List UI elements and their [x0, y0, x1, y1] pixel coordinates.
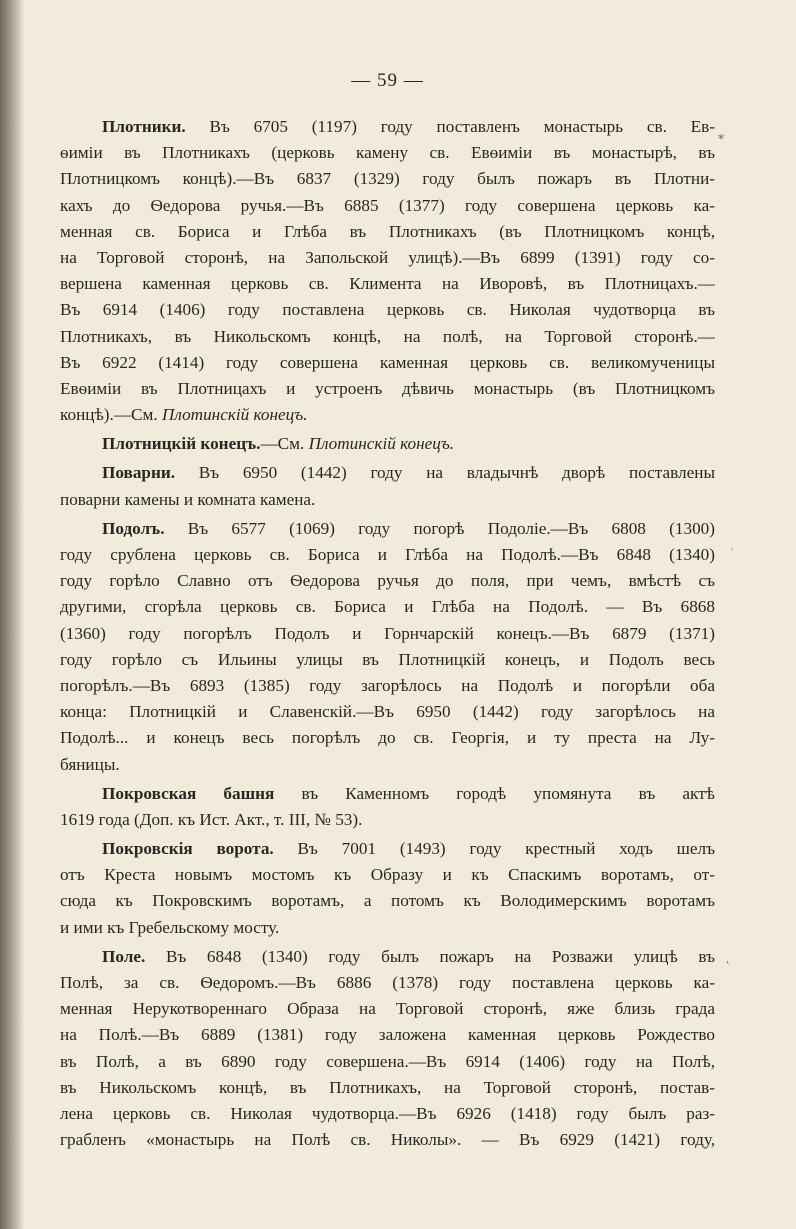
text-run: кахъ до Ѳедорова ручья.—Въ 6885 (1377) году совершена церковь ка-	[60, 195, 715, 215]
text-line	[60, 193, 715, 219]
text-run: на Полѣ.—Въ 6889 (1381) году заложена каменная церковь Рождество	[60, 1025, 715, 1045]
text-run: конца: Плотницкій и Славенскій.—Въ 6950 (1442) году загорѣлось на	[60, 702, 715, 722]
text-run: Въ 6950 (1442) году на владычнѣ дворѣ поставлены	[175, 463, 715, 483]
text-line	[60, 781, 715, 807]
text-line	[60, 699, 715, 725]
text-line	[60, 1022, 715, 1048]
text-run: погорѣлъ.—Въ 6893 (1385) году загорѣлось на Подолѣ и погорѣли оба	[60, 675, 715, 695]
text-line	[60, 487, 715, 513]
text-line	[60, 245, 715, 271]
text-run: менная св. Бориса и Глѣба въ Плотникахъ (въ Плотницкомъ концѣ,	[60, 221, 715, 241]
text-run: лена церковь св. Николая чудотворца.—Въ 6926 (1418) году былъ раз-	[60, 1103, 715, 1123]
text-run: вершена каменная церковь св. Климента на Иворовѣ, въ Плотницахъ.—	[60, 274, 715, 294]
text-line	[60, 594, 715, 620]
text-run: 1619 года (Доп. къ Ист. Акт., т. III, № 53).	[60, 809, 363, 829]
text-run: Въ 6705 (1197) году поставленъ монастырь св. Ев-	[185, 117, 715, 136]
headword: Поле.	[102, 946, 146, 966]
text-run: на Торговой сторонѣ, на Запольской улицѣ).—Въ 6899 (1391) году со-	[60, 247, 715, 267]
cross-reference: Плотинскій конецъ.	[161, 405, 308, 425]
text-line	[60, 460, 715, 486]
text-run: въ Каменномъ городѣ упомянута въ актѣ	[274, 783, 715, 803]
text-line	[60, 862, 715, 888]
text-run: (1360) году погорѣлъ Подолъ и Горнчарскій конецъ.—Въ 6879 (1371)	[60, 623, 715, 643]
text-run: Плотницкомъ концѣ).—Въ 6837 (1329) году былъ пожаръ въ Плотни-	[60, 169, 715, 189]
headword: Покровская башня	[102, 783, 275, 803]
headword: Плотники.	[102, 117, 186, 136]
text-line	[60, 915, 715, 941]
text-run: другими, сгорѣла церковь св. Бориса и Глѣба на Подолѣ. — Въ 6868	[60, 597, 715, 617]
book-spine-shadow	[0, 0, 24, 1229]
text-line	[60, 1075, 715, 1101]
text-run: Въ 6914 (1406) году поставлена церковь св. Николая чудотворца въ	[60, 300, 715, 320]
text-run: Плотникахъ, въ Никольскомъ концѣ, на полѣ, на Торговой сторонѣ.—	[60, 326, 715, 346]
text-line	[60, 752, 715, 778]
text-line	[60, 647, 715, 673]
cross-reference: Плотинскій конецъ.	[308, 434, 455, 454]
text-line	[60, 297, 715, 323]
text-line	[60, 271, 715, 297]
text-line	[60, 1101, 715, 1127]
text-line	[60, 1049, 715, 1075]
headword: Подолъ.	[102, 518, 165, 538]
text-line	[60, 944, 715, 970]
page-number: — 59 —	[351, 70, 424, 91]
book-page	[60, 0, 715, 1229]
headword: Плотницкій конецъ.	[102, 434, 261, 454]
text-line	[60, 542, 715, 568]
text-line	[60, 350, 715, 376]
text-run: году горѣло Славно отъ Ѳедорова ручья до поля, при чемъ, вмѣстѣ съ	[60, 571, 715, 591]
margin-mark: ˛	[726, 950, 730, 964]
text-run: Въ 6577 (1069) году погорѣ Подоліе.—Въ 6808 (1300)	[164, 518, 715, 538]
text-run: концѣ).—См.	[60, 405, 162, 425]
page-text	[60, 114, 715, 1156]
text-line	[60, 431, 715, 457]
text-line	[60, 516, 715, 542]
text-line	[60, 888, 715, 914]
headword: Поварни.	[102, 463, 176, 483]
text-line	[60, 402, 715, 428]
text-line	[60, 970, 715, 996]
text-run: менная Нерукотвореннаго Образа на Торговой сторонѣ, яже близь града	[60, 999, 715, 1019]
text-line	[60, 166, 715, 192]
text-line	[60, 324, 715, 350]
text-run: въ Никольскомъ концѣ, въ Плотникахъ, на Торговой сторонѣ, постав-	[60, 1077, 715, 1097]
entry-pokrovskaya-bashnya	[60, 781, 715, 833]
text-run: году срублена церковь св. Бориса и Глѣба на Подолѣ.—Въ 6848 (1340)	[60, 545, 715, 564]
margin-mark: ⁎	[718, 128, 724, 142]
text-line	[60, 673, 715, 699]
text-line	[60, 996, 715, 1022]
text-run: Полѣ, за св. Ѳедоромъ.—Въ 6886 (1378) году поставлена церковь ка-	[60, 973, 715, 992]
entry-podol	[60, 516, 715, 778]
text-run: и ими къ Гребельскому мосту.	[60, 917, 280, 937]
text-run: Въ 6848 (1340) году былъ пожаръ на Розважи улицѣ въ	[145, 946, 715, 966]
text-run: отъ Креста новымъ мостомъ къ Образу и къ Спаскимъ воротамъ, от-	[60, 865, 715, 885]
text-run: Евѳиміи въ Плотницахъ и устроенъ дѣвичь монастырь (въ Плотницкомъ	[60, 378, 715, 398]
entry-plotniki	[60, 114, 715, 428]
text-line	[60, 140, 715, 166]
text-run: Въ 7001 (1493) году крестный ходъ шелъ	[273, 839, 715, 859]
text-line	[60, 568, 715, 594]
entry-plotnitskii-konets	[60, 431, 715, 457]
text-line	[60, 1127, 715, 1153]
entry-pole	[60, 944, 715, 1154]
text-line	[60, 807, 715, 833]
text-run: въ Полѣ, а въ 6890 году совершена.—Въ 6914 (1406) году на Полѣ,	[60, 1051, 715, 1071]
text-run: поварни камены и комната камена.	[60, 489, 316, 509]
text-line	[60, 836, 715, 862]
headword: Покровскія ворота.	[102, 839, 274, 859]
text-run: сюда къ Покровскимъ воротамъ, а потомъ къ Володимерскимъ воротамъ	[60, 891, 715, 911]
text-run: грабленъ «монастырь на Полѣ св. Николы». — Въ 6929 (1421) году,	[60, 1130, 715, 1150]
text-line	[60, 219, 715, 245]
text-run: ѳиміи въ Плотникахъ (церковь камену св. Евѳиміи въ монастырѣ, въ	[60, 143, 715, 163]
entry-povarni	[60, 460, 715, 512]
text-run: Въ 6922 (1414) году совершена каменная церковь св. великомученицы	[60, 352, 715, 372]
text-line	[60, 376, 715, 402]
text-run: году горѣло съ Ильины улицы въ Плотницкій конецъ, и Подолъ весь	[60, 649, 715, 669]
text-line	[60, 114, 715, 140]
text-run: —См.	[260, 434, 309, 454]
text-line	[60, 725, 715, 751]
text-run: Подолѣ... и конецъ весь погорѣлъ до св. Георгія, и ту преста на Лу-	[60, 728, 715, 748]
entry-pokrovskiya-vorota	[60, 836, 715, 941]
text-line	[60, 621, 715, 647]
margin-mark: ˒	[730, 540, 734, 554]
text-run: бяницы.	[60, 754, 120, 774]
